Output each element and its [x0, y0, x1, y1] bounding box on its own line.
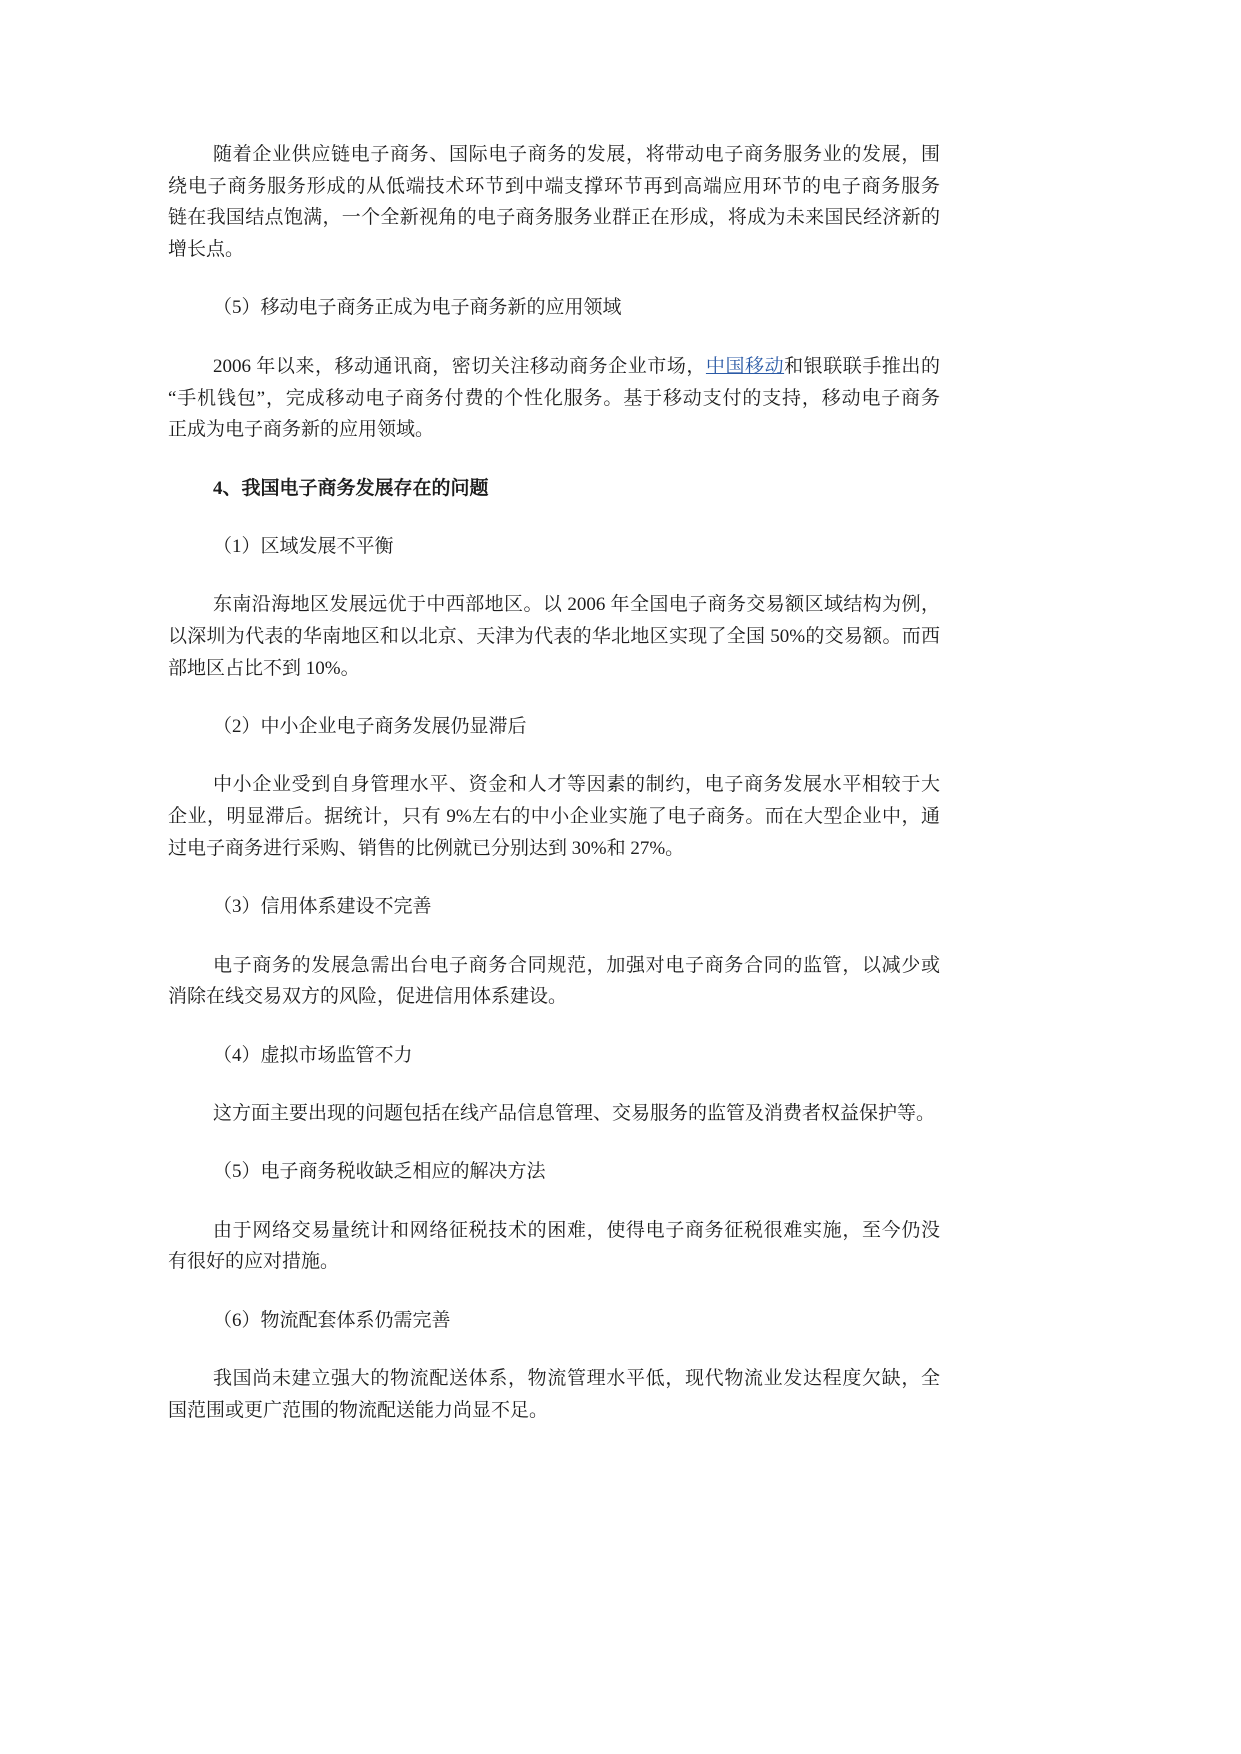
subsection-heading-block: [168, 711, 940, 743]
paragraph-line: 以深圳为代表的华南地区和以北京、天津为代表的华北地区实现了全国 50%的交易额。而西: [168, 626, 940, 647]
subsection-heading: （1）区域发展不平衡: [213, 535, 394, 557]
subsection-heading: （5）移动电子商务正成为电子商务新的应用领域: [213, 297, 622, 319]
paragraph-line: 消除在线交易双方的风险，促进信用体系建设。: [168, 986, 568, 1008]
subsection-heading-block: [168, 1305, 940, 1337]
subsection-heading: （5）电子商务税收缺乏相应的解决方法: [213, 1161, 546, 1183]
china-mobile-link[interactable]: 中国移动: [705, 355, 785, 377]
subsection-heading: （6）物流配套体系仍需完善: [213, 1309, 451, 1331]
subsection-heading-block: [168, 1156, 940, 1188]
line-text: 2006 年以来，移动通讯商，密切关注移动商务企业市场，: [213, 355, 706, 377]
subsection-heading-block: [168, 1040, 940, 1072]
paragraph-line: 中小企业受到自身管理水平、资金和人才等因素的制约，电子商务发展水平相较于大: [213, 774, 940, 796]
paragraph-line: 绕电子商务服务形成的从低端技术环节到中端支撑环节再到高端应用环节的电子商务服务: [168, 175, 940, 197]
subsection-heading-block: [168, 292, 940, 324]
paragraph-line: [168, 351, 940, 383]
paragraph-line: 由于网络交易量统计和网络征税技术的困难，使得电子商务征税很难实施，至今仍没: [213, 1219, 940, 1241]
paragraph-line: 我国尚未建立强大的物流配送体系，物流管理水平低，现代物流业发达程度欠缺，全: [213, 1368, 940, 1390]
document-body: [168, 139, 940, 1427]
paragraph-line: 企业，明显滞后。据统计，只有 9%左右的中小企业实施了电子商务。而在大型企业中，通: [168, 806, 940, 828]
paragraph-line: 这方面主要出现的问题包括在线产品信息管理、交易服务的监管及消费者权益保护等。: [213, 1103, 936, 1124]
subsection-heading: （4）虚拟市场监管不力: [213, 1044, 413, 1066]
paragraph-line: 正成为电子商务新的应用领域。: [168, 419, 435, 441]
paragraph: [168, 139, 940, 266]
paragraph: [168, 589, 940, 684]
paragraph-line: 部地区占比不到 10%。: [168, 657, 360, 679]
paragraph-line: 增长点。: [168, 239, 245, 261]
paragraph-line: 国范围或更广范围的物流配送能力尚显不足。: [168, 1399, 549, 1421]
paragraph: [168, 1215, 940, 1278]
paragraph-line: 东南沿海地区发展远优于中西部地区。以 2006 年全国电子商务交易额区域结构为例，: [213, 594, 940, 616]
paragraph-line: “手机钱包”，完成移动电子商务付费的个性化服务。基于移动支付的支持，移动电子商务: [168, 387, 940, 409]
paragraph-line: 随着企业供应链电子商务、国际电子商务的发展，将带动电子商务服务业的发展，围: [213, 144, 940, 165]
subsection-heading: （2）中小企业电子商务发展仍显滞后: [213, 716, 527, 738]
section-heading-block: [168, 473, 940, 505]
section-heading: 4、我国电子商务发展存在的问题: [213, 477, 489, 499]
paragraph-line: 有很好的应对措施。: [168, 1251, 340, 1273]
paragraph: [168, 950, 940, 1013]
subsection-heading-block: [168, 531, 940, 563]
subsection-heading: （3）信用体系建设不完善: [213, 896, 432, 918]
paragraph-line: 电子商务的发展急需出台电子商务合同规范，加强对电子商务合同的监管，以减少或: [213, 954, 940, 976]
paragraph: [168, 1098, 940, 1130]
subsection-heading-block: [168, 891, 940, 923]
paragraph: [168, 769, 940, 864]
paragraph-line: 过电子商务进行采购、销售的比例就已分别达到 30%和 27%。: [168, 837, 685, 859]
paragraph: [168, 351, 940, 446]
paragraph: [168, 1363, 940, 1426]
line-text: 和银联联手推出的: [784, 355, 940, 377]
paragraph-line: 链在我国结点饱满，一个全新视角的电子商务服务业群正在形成，将成为未来国民经济新的: [168, 207, 940, 229]
